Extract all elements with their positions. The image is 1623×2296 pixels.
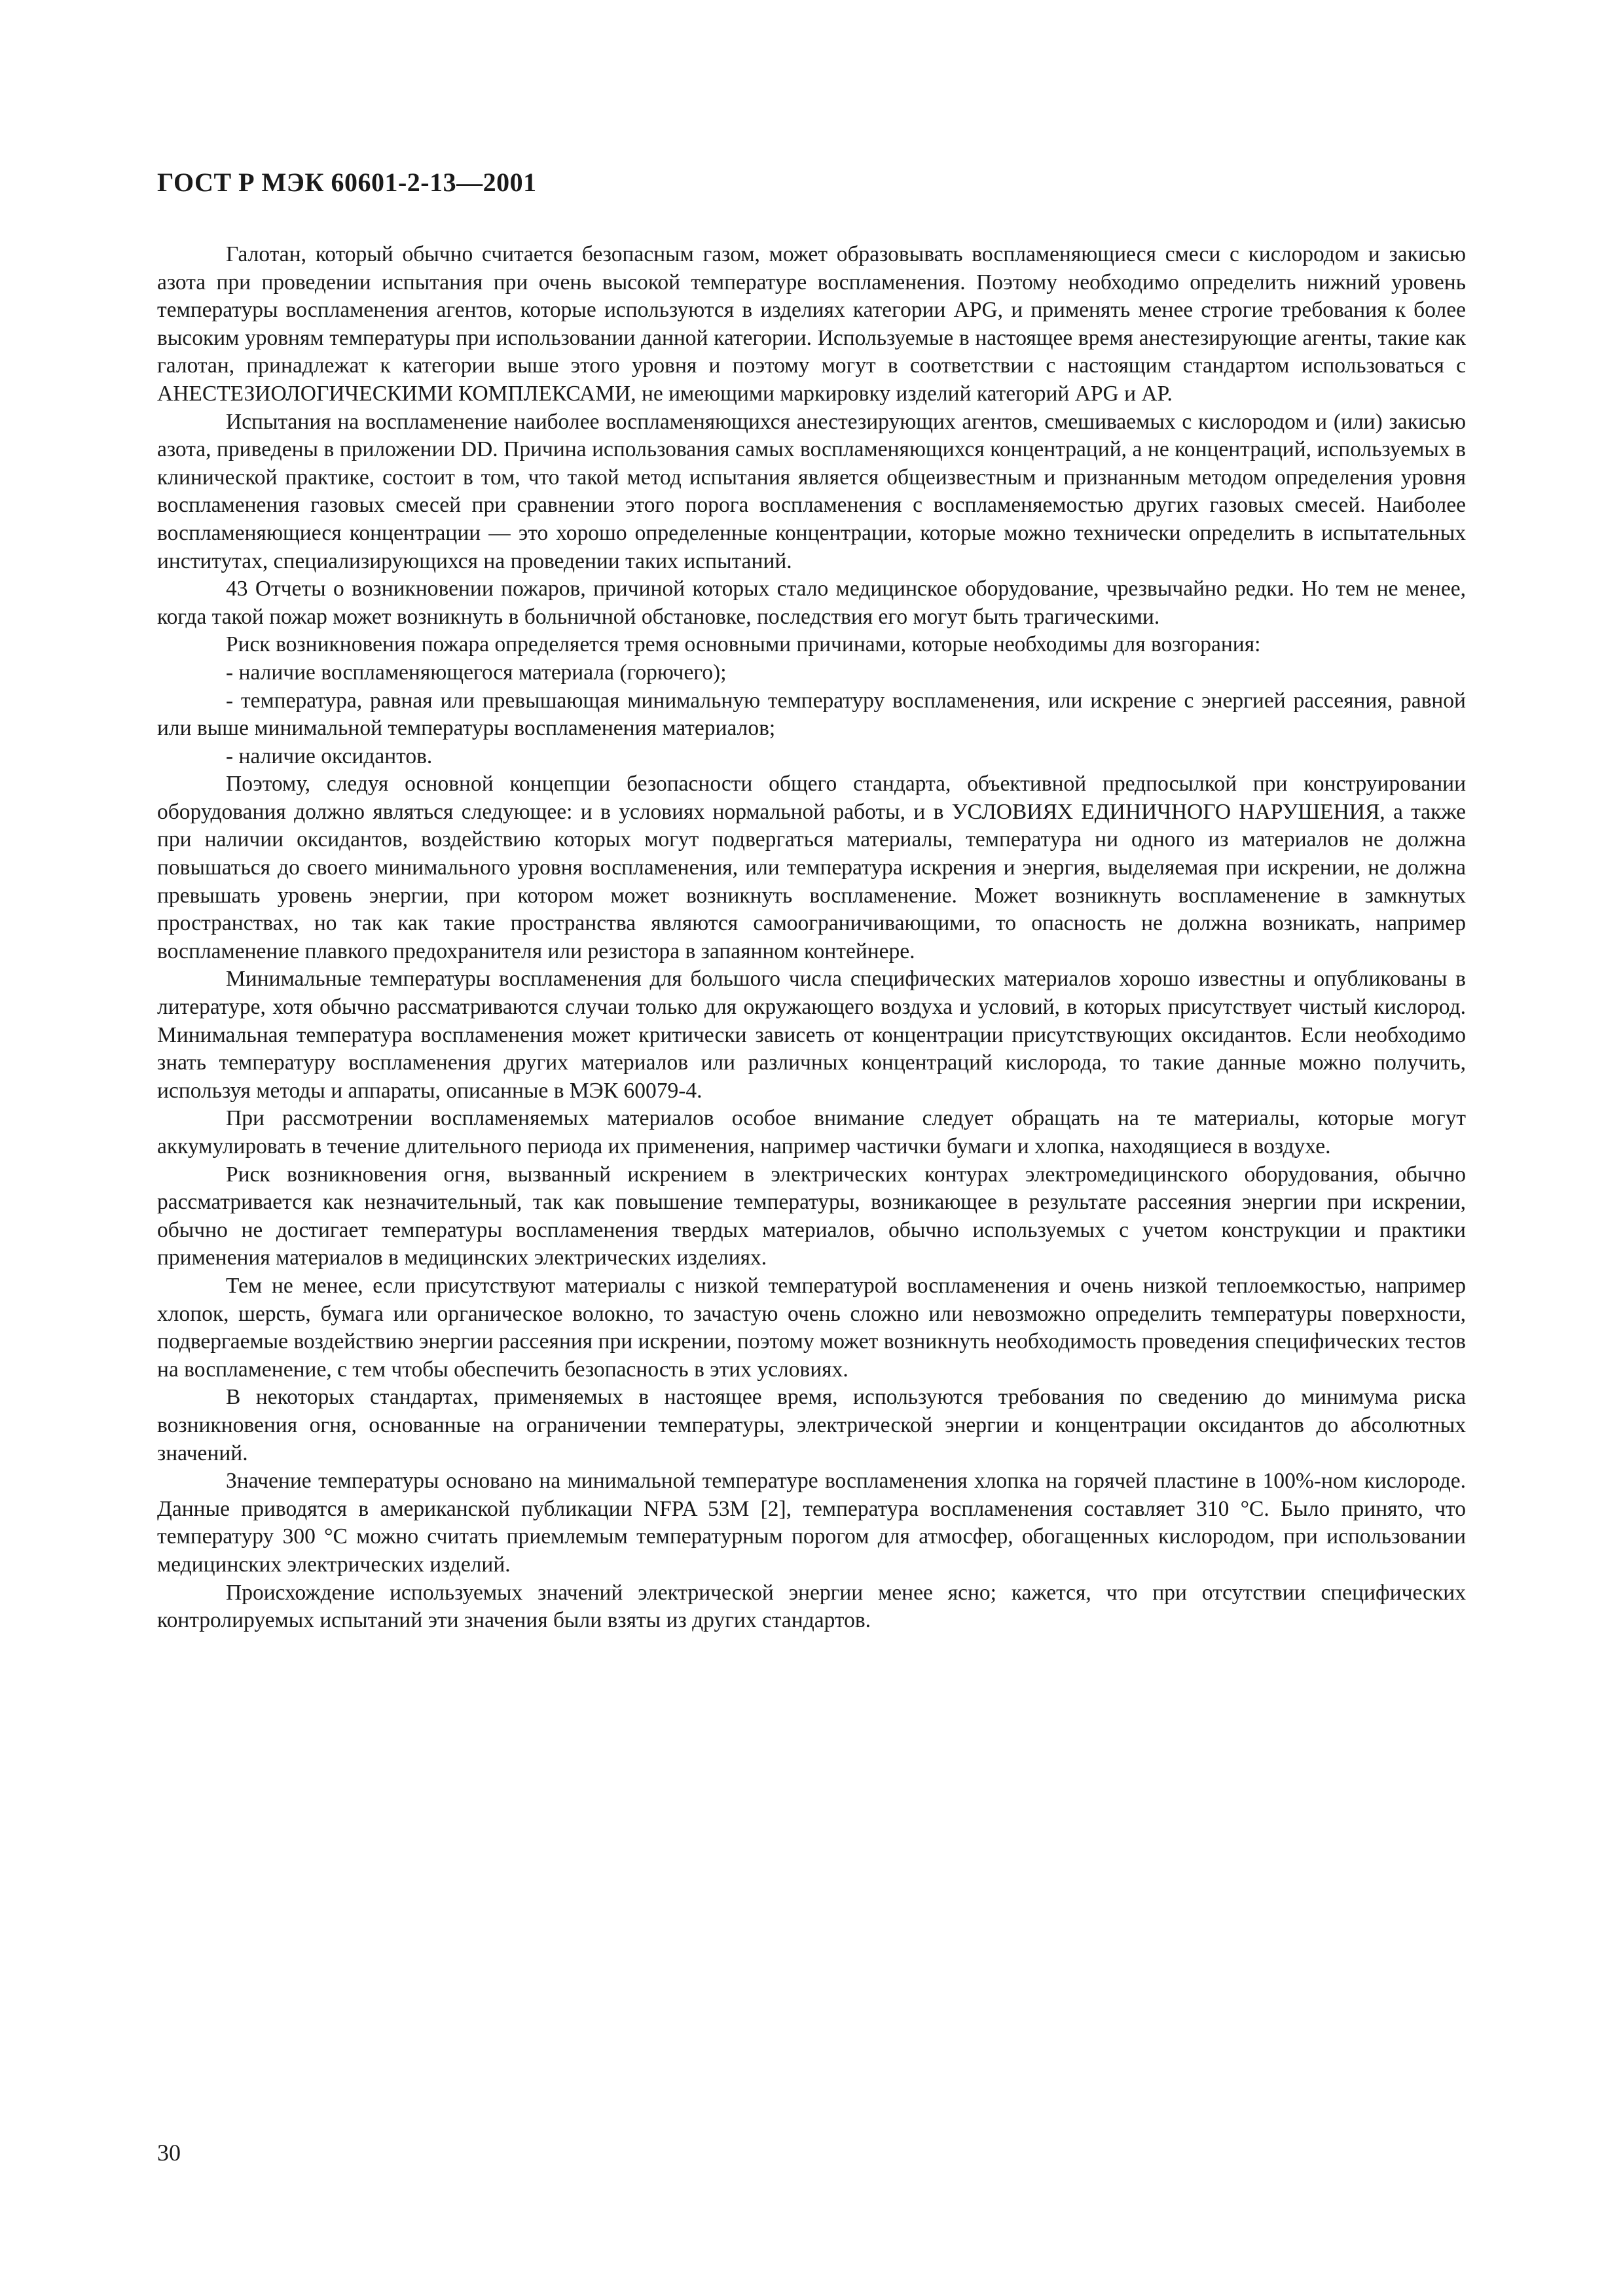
paragraph-43-fire-reports: 43 Отчеты о возникновении пожаров, причиной которых стало медицинское оборудование, чрезвычайно редки. Но тем не менее, когда такой пожар может возникнуть в больничной обстановке, последствия его могут быть трагическими. (157, 577, 1466, 629)
page-number: 30 (157, 2140, 181, 2166)
list-item-temperature: - температура, равная или превышающая минимальную температуру воспламенения, или искрение с энергией рассеяния, равной или выше минимальной температуры воспламенения материалов; (157, 688, 1466, 741)
paragraph-safety-concept: Поэтому, следуя основной концепции безопасности общего стандарта, объективной предпосылкой при конструировании оборудования должно являться следующее: и в условиях нормальной работы, и в УСЛОВИЯХ ЕДИНИЧНОГО НАРУШЕНИЯ, а также при наличии оксидантов, воздействию которых могут подвергаться материалы, температура ни одного из материалов не должна повышаться до своего минимального уровня воспламенения, или температура искрения и энергия, выделяемая при искрении, не должна превышать уровень энергии, при котором может возникнуть воспламенение. Может возникнуть воспламенение в замкнутых пространствах, но так как такие пространства являются самоограничивающими, то опасность не должна возникать, например воспламенение плавкого предохранителя или резистора в запаянном контейнере. (157, 772, 1466, 963)
paragraph-low-ignition-materials: Тем не менее, если присутствуют материалы с низкой температурой воспламенения и очень низкой теплоемкостью, например хлопок, шерсть, бумага или органическое волокно, то зачастую очень сложно или невозможно определить температуры поверхности, подвергаемые воздействию энергии рассеяния при искрении, поэтому может возникнуть необходимость проведения специфических тестов на воспламенение, с тем чтобы обеспечить безопасность в этих условиях. (157, 1273, 1466, 1382)
paragraph-flammable-materials: При рассмотрении воспламеняемых материалов особое внимание следует обращать на те материалы, которые могут аккумулировать в течение длительного периода их применения, например частички бумаги и хлопка, находящиеся в воздухе. (157, 1106, 1466, 1158)
standard-designation-header: ГОСТ Р МЭК 60601-2-13—2001 (157, 168, 537, 197)
list-item-oxidants: - наличие оксидантов. (226, 744, 433, 768)
paragraph-fire-risk-causes: Риск возникновения пожара определяется тремя основными причинами, которые необходимы для возгорания: (226, 632, 1261, 657)
paragraph-standards-requirements: В некоторых стандартах, применяемых в настоящее время, используются требования по сведению до минимума риска возникновения огня, основанные на ограничении температуры, электрической энергии и концентрации оксидантов до абсолютных значений. (157, 1385, 1466, 1465)
paragraph-sparking-risk: Риск возникновения огня, вызванный искрением в электрических контурах электромедицинского оборудования, обычно рассматривается как незначительный, так как повышение температуры, возникающее в результате рассеяния энергии при искрении, обычно не достигает температуры воспламенения твердых материалов, обычно используемых с учетом конструкции и практики применения материалов в медицинских электрических изделиях. (157, 1162, 1466, 1270)
list-item-flammable-material: - наличие воспламеняющегося материала (горючего); (226, 660, 727, 685)
paragraph-temperature-value: Значение температуры основано на минимальной температуре воспламенения хлопка на горячей пластине в 100%-ном кислороде. Данные приводятся в американской публикации NFPA 53M [2], температура воспламенения составляет 310 °С. Было принято, что температуру 300 °С можно считать приемлемым температурным порогом для атмосфер, обогащенных кислородом, при использовании медицинских электрических изделий. (157, 1469, 1466, 1577)
paragraph-halothane: Галотан, который обычно считается безопасным газом, может образовывать воспламеняющиеся смеси с кислородом и закисью азота при проведении испытания при очень высокой температуре воспламенения. Поэтому необходимо определить нижний уровень температуры воспламенения агентов, которые используются в изделиях категории APG, и применять менее строгие требования к более высоким уровням температуры при использовании данной категории. Используемые в настоящее время анестезирующие агенты, такие как галотан, принадлежат к категории выше этого уровня и поэтому могут в соответствии с настоящим стандартом использоваться с АНЕСТЕЗИОЛОГИЧЕСКИМИ КОМПЛЕКСАМИ, не имеющими маркировку изделий категорий APG и AP. (157, 242, 1466, 406)
paragraph-energy-values-origin: Происхождение используемых значений электрической энергии менее ясно; кажется, что при отсутствии специфических контролируемых испытаний эти значения были взяты из других стандартов. (157, 1580, 1466, 1633)
paragraph-minimum-ignition-temperatures: Минимальные температуры воспламенения для большого числа специфических материалов хорошо известны и опубликованы в литературе, хотя обычно рассматриваются случаи только для окружающего воздуха и условий, в которых присутствует чистый кислород. Минимальная температура воспламенения может критически зависеть от концентрации присутствующих оксидантов. Если необходимо знать температуру воспламенения других материалов или различных концентраций кислорода, то такие данные можно получить, используя методы и аппараты, описанные в МЭК 60079-4. (157, 967, 1466, 1103)
paragraph-ignition-tests: Испытания на воспламенение наиболее воспламеняющихся анестезирующих агентов, смешиваемых с кислородом и (или) закисью азота, приведены в приложении DD. Причина использования самых воспламеняющихся концентраций, а не концентраций, используемых в клинической практике, состоит в том, что такой метод испытания является общеизвестным и признанным методом определения уровня воспламенения газовых смесей при сравнении этого порога воспламенения с воспламеняемостью других газовых смесей. Наиболее воспламеняющиеся концентрации — это хорошо определенные концентрации, которые можно технически определить в испытательных институтах, специализирующихся на проведении таких испытаний. (157, 409, 1466, 573)
body-text (157, 241, 1466, 1635)
